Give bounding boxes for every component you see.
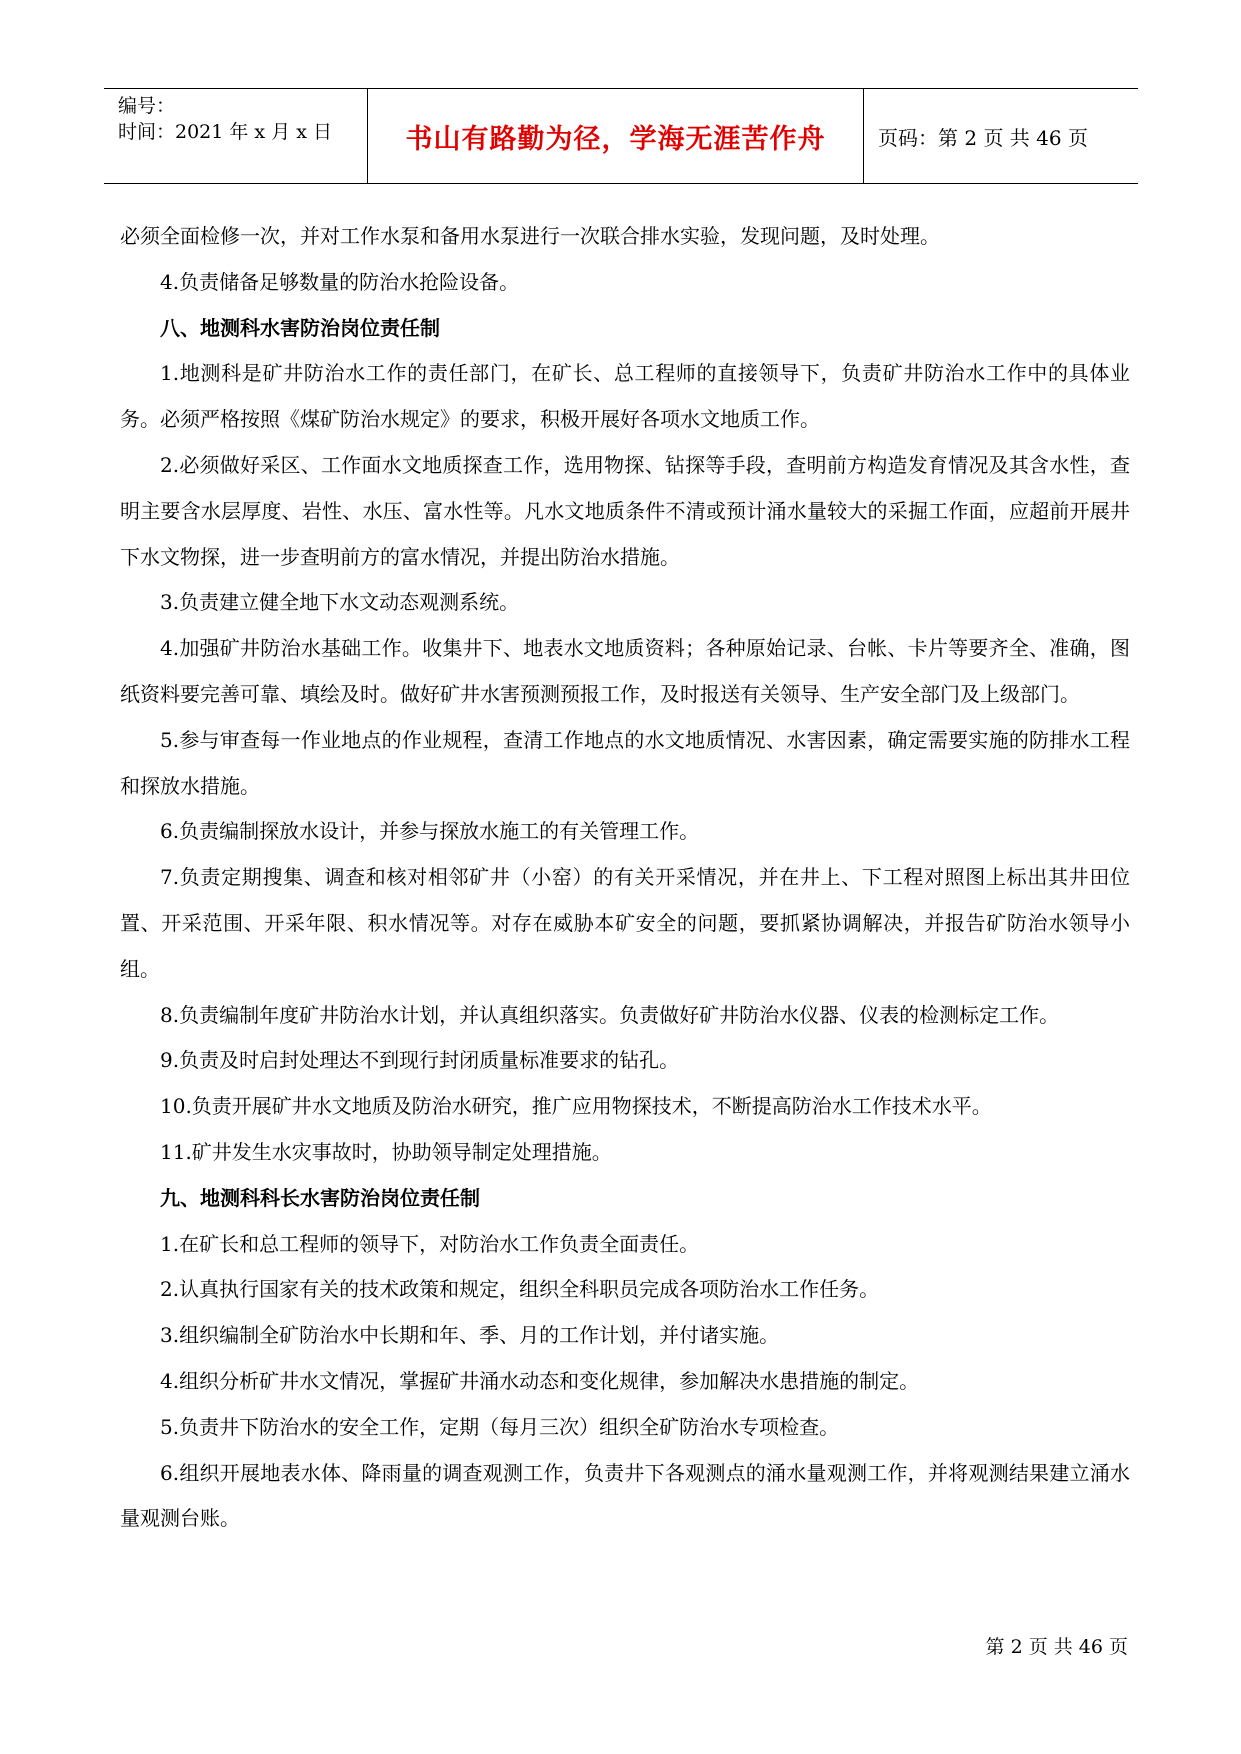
number-label: 编号： [118, 95, 176, 117]
paragraph: 10.负责开展矿井水文地质及防治水研究，推广应用物探技术，不断提高防治水工作技术水平。 [160, 1094, 992, 1119]
paragraph: 9.负责及时启封处理达不到现行封闭质量标准要求的钻孔。 [160, 1048, 680, 1073]
paragraph: 4.加强矿井防治水基础工作。收集井下、地表水文地质资料；各种原始记录、台帐、卡片等要齐全、准确，图纸资料要完善可靠、填绘及时。做好矿井水害预测预报工作，及时报送有关领导、生产安全部门及上级部门。 [120, 636, 1130, 706]
paragraph: 5.参与审查每一作业地点的作业规程，查清工作地点的水文地质情况、水害因素，确定需要实施的防排水工程和探放水措施。 [120, 727, 1130, 798]
paragraph: 6.负责编制探放水设计，并参与探放水施工的有关管理工作。 [160, 819, 700, 844]
page-code: 页码：第 2 页 共 46 页 [878, 125, 1088, 150]
paragraph: 6.组织开展地表水体、降雨量的调查观测工作，负责井下各观测点的涌水量观测工作，并将观测结果建立涌水量观测台账。 [120, 1460, 1130, 1531]
header-center-cell [368, 89, 864, 183]
section-heading: 九、地测科科长水害防治岗位责任制 [160, 1185, 480, 1210]
document-header [104, 88, 1138, 184]
paragraph: 1.在矿长和总工程师的领导下，对防治水工作负责全面责任。 [160, 1231, 700, 1256]
paragraph: 5.负责井下防治水的安全工作，定期（每月三次）组织全矿防治水专项检查。 [160, 1414, 840, 1439]
paragraph: 4.组织分析矿井水文情况，掌握矿井涌水动态和变化规律，参加解决水患措施的制定。 [160, 1368, 920, 1393]
motto: 书山有路勤为径，学海无涯苦作舟 [405, 123, 826, 155]
paragraph: 1.地测科是矿井防治水工作的责任部门，在矿长、总工程师的直接领导下，负责矿井防治水工作中的具体业务。必须严格按照《煤矿防治水规定》的要求，积极开展好各项水文地质工作。 [120, 361, 1130, 432]
paragraph: 必须全面检修一次，并对工作水泵和备用水泵进行一次联合排水实验，发现问题，及时处理。 [120, 224, 940, 248]
header-right-cell [864, 89, 1138, 183]
paragraph: 7.负责定期搜集、调查和核对相邻矿井（小窑）的有关开采情况，并在井上、下工程对照图上标出其井田位置、开采范围、开采年限、积水情况等。对存在威胁本矿安全的问题，要抓紧协调解决，并报告矿防治水领导小组。 [120, 865, 1130, 981]
document-body [120, 214, 1130, 1542]
paragraph: 2.认真执行国家有关的技术政策和规定，组织全科职员完成各项防治水工作任务。 [160, 1277, 880, 1302]
date-line: 时间：2021 年 x 月 x 日 [118, 121, 332, 143]
paragraph: 11.矿井发生水灾事故时，协助领导制定处理措施。 [160, 1139, 612, 1164]
paragraph: 2.必须做好采区、工作面水文地质探查工作，选用物探、钻探等手段，查明前方构造发育情况及其含水性，查明主要含水层厚度、岩性、水压、富水性等。凡水文地质条件不清或预计涌水量较大的采掘工作面，应超前开展井下水文物探，进一步查明前方的富水情况，并提出防治水措施。 [120, 452, 1130, 569]
paragraph: 3.负责建立健全地下水文动态观测系统。 [160, 590, 520, 615]
header-left-cell [104, 89, 368, 183]
section-heading: 八、地测科水害防治岗位责任制 [160, 315, 440, 340]
page-footer: 第 2 页 共 46 页 [985, 1636, 1128, 1658]
paragraph: 8.负责编制年度矿井防治水计划，并认真组织落实。负责做好矿井防治水仪器、仪表的检测标定工作。 [160, 1002, 1060, 1027]
paragraph: 4.负责储备足够数量的防治水抢险设备。 [160, 269, 520, 294]
paragraph: 3.组织编制全矿防治水中长期和年、季、月的工作计划，并付诸实施。 [160, 1323, 780, 1348]
